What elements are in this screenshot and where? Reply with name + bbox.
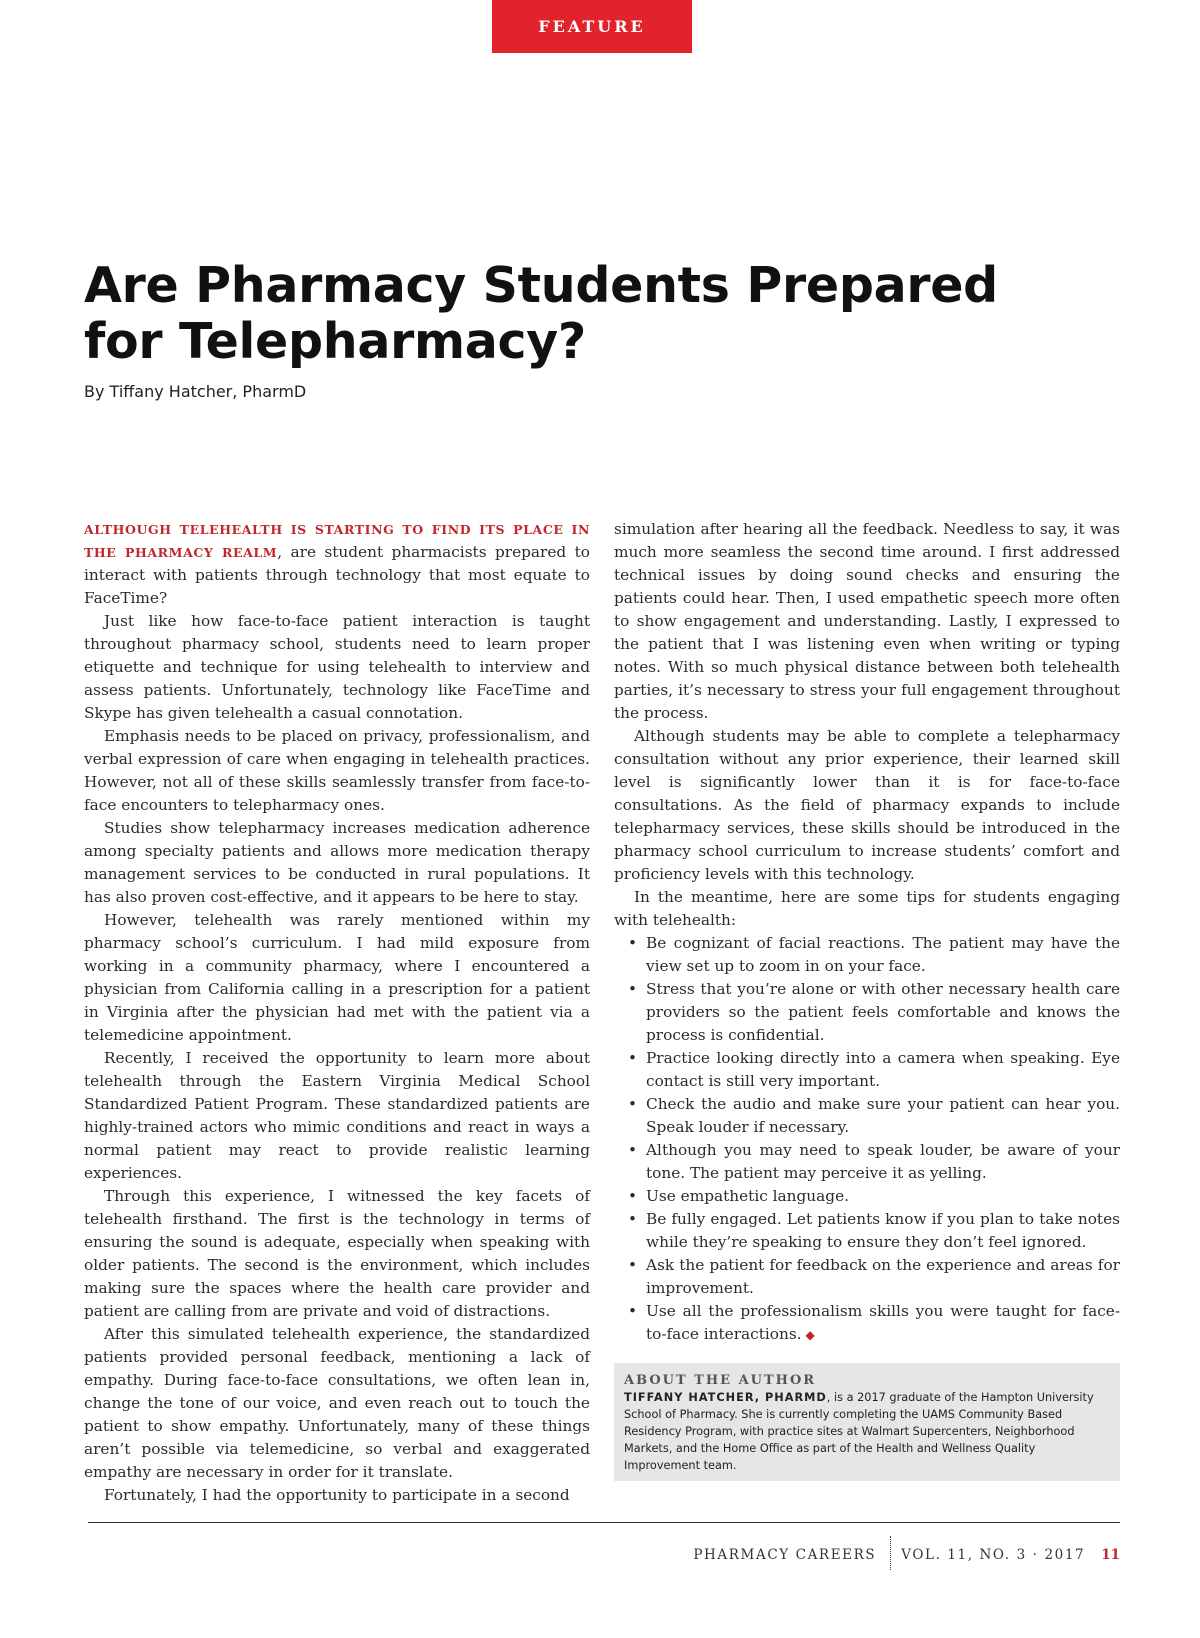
body-paragraph: Studies show telepharmacy increases medication adherence among specialty patients and allows more medication therapy management services to be conducted in rural populations. It has also proven cost-effective, and it appears to be here to stay. <box>84 819 590 906</box>
bullet-icon: • <box>628 1210 638 1228</box>
page-number: 11 <box>1101 1547 1120 1563</box>
author-bio-text: , is a 2017 graduate of the Hampton University School of Pharmacy. She is currently completing the UAMS Community Based Residency Program, with practice sites at Walmart Supercenters, Neighborhood Markets, and the Home Office as part of the Health and Wellness Quality Improvement team. <box>624 1391 1094 1472</box>
bullet-icon: • <box>628 1095 638 1113</box>
tip-item <box>628 1254 1120 1300</box>
body-paragraph: In the meantime, here are some tips for students engaging with telehealth: <box>614 888 1120 929</box>
issue-info: VOL. 11, NO. 3 · 2017 <box>901 1547 1086 1563</box>
body-paragraph: Fortunately, I had the opportunity to participate in a second <box>104 1486 570 1504</box>
page-footer <box>693 1538 1120 1572</box>
author-name: TIFFANY HATCHER, PHARMD <box>624 1391 827 1404</box>
right-column <box>614 518 1120 1347</box>
body-paragraph: After this simulated telehealth experience, the standardized patients provided personal feedback, mentioning a lack of empathy. During face-to-face consultations, we often lean in, change the tone of our voice, and even reach out to touch the patient to show empathy. Unfortunately, many of these things aren’t possible via telemedicine, so verbal and exaggerated empathy are necessary in order for it translate. <box>84 1325 590 1481</box>
body-paragraph: Emphasis needs to be placed on privacy, professionalism, and verbal expression of care when engaging in telehealth practices. However, not all of these skills seamlessly transfer from face-to-face encounters to telepharmacy ones. <box>84 727 590 814</box>
tip-item <box>628 932 1120 978</box>
tip-text: Be cognizant of facial reactions. The patient may have the view set up to zoom in on your face. <box>646 934 1120 975</box>
bullet-icon: • <box>628 934 638 952</box>
section-tab-label: FEATURE <box>538 17 646 36</box>
tip-item <box>628 1047 1120 1093</box>
tip-item <box>628 1300 1120 1347</box>
author-box-heading: ABOUT THE AUTHOR <box>624 1373 817 1388</box>
tip-item <box>628 1139 1120 1185</box>
body-paragraph: Through this experience, I witnessed the key facets of telehealth firsthand. The first is the technology in terms of ensuring the sound is adequate, especially when speaking with older patients. The second is the environment, which includes making sure the spaces where the health care provider and patient are calling from are private and void of distractions. <box>84 1187 590 1320</box>
bullet-icon: • <box>628 1049 638 1067</box>
bullet-icon: • <box>628 1302 638 1320</box>
tip-item <box>628 1093 1120 1139</box>
left-column <box>84 518 590 1507</box>
tip-text: Be fully engaged. Let patients know if you plan to take notes while they’re speaking to ensure they don’t feel ignored. <box>646 1210 1120 1251</box>
body-paragraph: simulation after hearing all the feedback. Needless to say, it was much more seamless the second time around. I first addressed technical issues by doing sound checks and ensuring the patients could hear. Then, I used empathetic speech more often to show engagement and understanding. Lastly, I expressed to the patient that I was listening even when writing or typing notes. With so much physical distance between both telehealth parties, it’s necessary to stress your full engagement throughout the process. <box>614 520 1120 722</box>
tip-text: Although you may need to speak louder, be aware of your tone. The patient may perceive it as yelling. <box>646 1141 1120 1182</box>
body-paragraph: However, telehealth was rarely mentioned within my pharmacy school’s curriculum. I had mild exposure from working in a community pharmacy, where I encountered a physician from California calling in a prescription for a patient in Virginia after the physician had met with the patient via a telemedicine appointment. <box>84 911 590 1044</box>
body-paragraph: Just like how face-to-face patient interaction is taught throughout pharmacy school, students need to learn proper etiquette and technique for using telehealth to interview and assess patients. Unfortunately, technology like FaceTime and Skype has given telehealth a casual connotation. <box>84 612 590 722</box>
footer-separator <box>890 1536 891 1570</box>
bullet-icon: • <box>628 1141 638 1159</box>
author-bio <box>624 1389 1110 1474</box>
tip-text: Practice looking directly into a camera when speaking. Eye contact is still very important. <box>646 1049 1120 1090</box>
tip-text: Use all the professionalism skills you were taught for face-to-face interactions. <box>646 1302 1120 1343</box>
tip-item <box>628 1208 1120 1254</box>
bullet-icon: • <box>628 1256 638 1274</box>
about-the-author-box <box>614 1363 1120 1481</box>
body-paragraph: Although students may be able to complete a telepharmacy consultation without any prior experience, their learned skill level is significantly lower than it is for face-to-face consultations. As the field of pharmacy expands to include telepharmacy services, these skills should be introduced in the pharmacy school curriculum to increase students’ comfort and proficiency levels with this technology. <box>614 727 1120 883</box>
body-paragraph: Recently, I received the opportunity to learn more about telehealth through the Eastern Virginia Medical School Standardized Patient Program. These standardized patients are highly-trained actors who mimic conditions and react in ways a normal patient may react to provide realistic learning experiences. <box>84 1049 590 1182</box>
end-of-article-diamond-icon: ◆ <box>805 1328 815 1342</box>
section-tab <box>492 0 692 53</box>
lead-paragraph <box>84 518 590 610</box>
tip-text: Ask the patient for feedback on the experience and areas for improvement. <box>646 1256 1120 1297</box>
publication-name: PHARMACY CAREERS <box>693 1547 877 1563</box>
footer-divider <box>88 1522 1120 1523</box>
bullet-icon: • <box>628 980 638 998</box>
lead-in-text: , are student pharmacists prepared to interact with patients through technology that most equate to FaceTime? <box>84 543 590 607</box>
tip-item <box>628 978 1120 1047</box>
article-title: Are Pharmacy Students Prepared for Telepharmacy? <box>84 257 998 370</box>
tip-text: Stress that you’re alone or with other necessary health care providers so the patient feels comfortable and knows the process is confidential. <box>646 980 1120 1044</box>
lead-in-caps: ALTHOUGH TELEHEALTH IS STARTING TO FIND ITS PLACE IN THE PHARMACY REALM <box>84 522 590 560</box>
bullet-icon: • <box>628 1187 638 1205</box>
tip-text: Use empathetic language. <box>646 1187 849 1205</box>
tips-list <box>614 932 1120 1347</box>
article-byline: By Tiffany Hatcher, PharmD <box>84 382 307 401</box>
tip-text: Check the audio and make sure your patient can hear you. Speak louder if necessary. <box>646 1095 1120 1136</box>
tip-item <box>628 1185 1120 1208</box>
